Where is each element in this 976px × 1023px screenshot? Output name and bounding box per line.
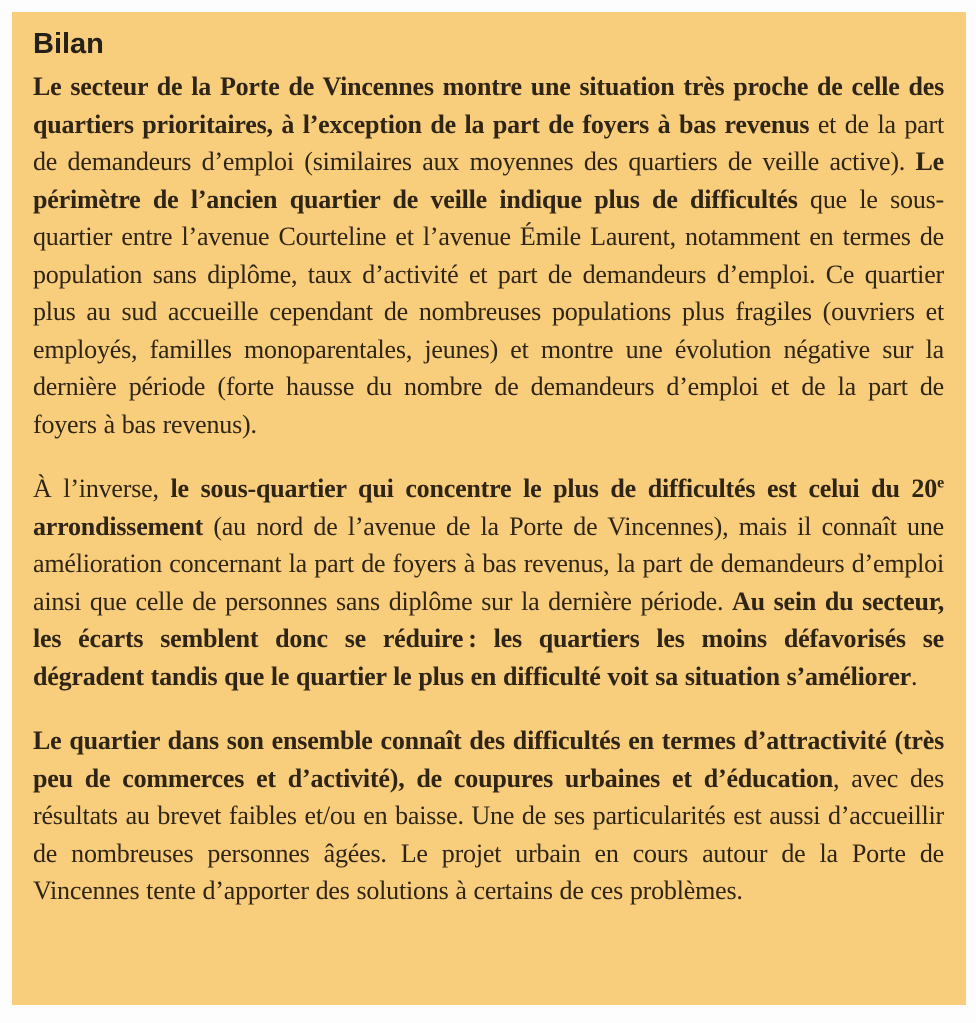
text-segment: arrondissement: [33, 511, 204, 541]
paragraph: [33, 470, 944, 695]
text-segment: Le secteur de la Porte de Vincennes montre une situation très proche de celle des quartiers prioritaires, à l’exception de la part de foyers à bas revenus: [33, 72, 944, 139]
text-segment: À l’inverse,: [33, 474, 171, 503]
text-segment: Au sein du secteur, les écarts semblent donc se réduire : les quartiers les moins défavorisés se dégradent tandis que le quartier le plus en difficulté voit sa situation s’améliorer: [33, 586, 944, 691]
bilan-summary-panel: [12, 12, 966, 1005]
text-segment: que le sous-quartier entre l’avenue Courteline et l’avenue Émile Laurent, notamment en termes de population sans diplôme, taux d’activité et part de demandeurs d’emploi. Ce quartier plus au sud accueille cependant de nombreuses populations plus fragiles (ouvriers et employés, familles monoparentales, jeunes) et montre une évolution négative sur la dernière période (forte hausse du nombre de demandeurs d’emploi et de la part de foyers à bas revenus).: [33, 184, 944, 439]
paragraphs-container: [33, 68, 944, 910]
text-segment: le sous-quartier qui concentre le plus de difficultés est celui du 20: [170, 474, 938, 503]
text-segment: .: [911, 661, 918, 691]
text-segment: (au nord de l’avenue de la Porte de Vincennes), mais il connaît une amélioration concernant la part de foyers à bas revenus, la part de demandeurs d’emploi ainsi que celle de personnes sans diplôme sur la dernière période.: [33, 511, 944, 616]
text-segment: Le quartier dans son ensemble connaît des difficultés en termes d’attractivité (très peu de commerces et d’activité), de coupures urbaines et d’éducation: [33, 726, 944, 793]
text-segment: Le périmètre de l’ancien quartier de veille indique plus de difficultés: [33, 147, 944, 214]
panel-title: Bilan: [33, 28, 104, 60]
paragraph: [33, 722, 944, 910]
text-segment: e: [937, 474, 944, 492]
paragraph: [33, 68, 944, 443]
text-segment: , avec des résultats au brevet faibles et/ou en baisse. Une de ses particularités est aussi d’accueillir de nombreuses personnes âgées. Le projet urbain en cours autour de la Porte de Vincennes tente d’apporter des solutions à certains de ces problèmes.: [33, 763, 945, 905]
text-segment: et de la part de demandeurs d’emploi (similaires aux moyennes des quartiers de veille active).: [33, 109, 944, 176]
